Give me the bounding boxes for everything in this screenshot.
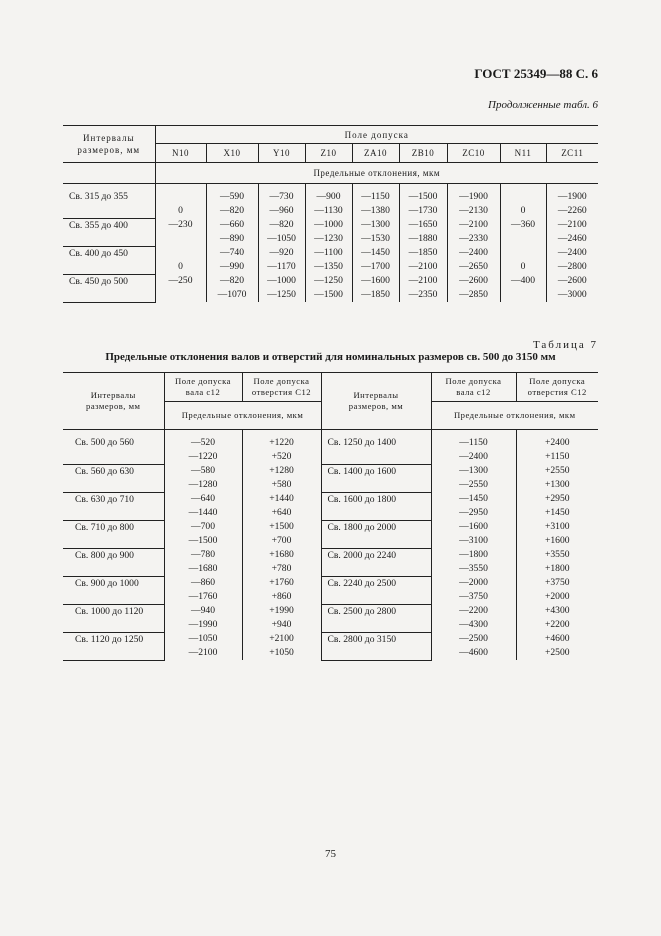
shaft-value: —1280 xyxy=(164,478,242,492)
hole-value: +520 xyxy=(242,450,321,464)
value-cell: —1500 xyxy=(305,288,352,302)
value-cell: —1500 xyxy=(399,190,447,204)
value-cell: —2650 xyxy=(447,260,500,274)
table-7-label: Таблица 7 xyxy=(532,339,598,351)
shaft-value-right: —4600 xyxy=(431,646,516,660)
hole-value: +1990 xyxy=(242,604,321,618)
hole-value: +1280 xyxy=(242,464,321,478)
value-cell: —230 xyxy=(155,218,206,232)
hole-value-right: +3750 xyxy=(544,577,570,588)
value-cell: —1150 xyxy=(352,190,399,204)
t7-shaft-header: Поле допуска вала с12 xyxy=(164,373,242,402)
value-cell: —2100 xyxy=(447,218,500,232)
shaft-value-right: —3750 xyxy=(431,590,516,604)
value-cell: —2350 xyxy=(399,288,447,302)
value-cell: —1900 xyxy=(557,191,587,202)
value-cell: —2100 xyxy=(399,274,447,288)
shaft-value: —1440 xyxy=(164,506,242,520)
value-cell: 0 xyxy=(155,204,206,218)
hole-value-right: +4600 xyxy=(544,633,570,644)
interval-label-right: Св. 2800 до 3150 xyxy=(321,632,431,660)
hole-value: +640 xyxy=(242,506,321,520)
table-row xyxy=(63,520,598,534)
shaft-value: —640 xyxy=(164,492,242,506)
shaft-value-right: —1600 xyxy=(431,520,516,534)
value-cell: —1380 xyxy=(352,204,399,218)
value-cell xyxy=(155,246,206,260)
interval-label-right: Св. 2500 до 2800 xyxy=(321,604,431,632)
shaft-value: —780 xyxy=(164,548,242,562)
table-row xyxy=(63,632,598,646)
table-row xyxy=(63,576,598,590)
value-cell xyxy=(155,288,206,302)
limit-deviations-header: Предельные отклонения, мкм xyxy=(313,168,441,178)
column-header: ZB10 xyxy=(399,144,447,163)
hole-value-right: +1300 xyxy=(544,479,570,490)
table-row xyxy=(63,548,598,562)
value-cell: —730 xyxy=(258,190,305,204)
shaft-value: —580 xyxy=(164,464,242,478)
value-cell: —1850 xyxy=(352,288,399,302)
interval-label: Св. 315 до 355 xyxy=(63,190,155,218)
shaft-value: —1760 xyxy=(164,590,242,604)
value-cell: —820 xyxy=(206,204,258,218)
value-cell: —2260 xyxy=(557,205,587,216)
value-cell: —1450 xyxy=(352,246,399,260)
continuation-label: Продолженные табл. 6 xyxy=(488,99,598,111)
tolerance-field-header: Поле допуска xyxy=(155,126,598,144)
t7-intervals-header-right: Интервалы размеров, мм xyxy=(321,373,431,430)
shaft-value-right: —2950 xyxy=(431,506,516,520)
interval-label: Св. 1120 до 1250 xyxy=(63,632,164,660)
intervals-header: Интервалы размеров, мм xyxy=(63,126,155,163)
value-cell: —1600 xyxy=(352,274,399,288)
column-header: ZC11 xyxy=(546,144,598,163)
value-cell: —2800 xyxy=(557,261,587,272)
shaft-value: —520 xyxy=(164,436,242,450)
value-cell: —2600 xyxy=(447,274,500,288)
value-cell: —890 xyxy=(206,232,258,246)
value-cell: —2130 xyxy=(447,204,500,218)
shaft-value: —860 xyxy=(164,576,242,590)
hole-value: +1500 xyxy=(242,520,321,534)
document-header: ГОСТ 25349—88 С. 6 xyxy=(474,66,598,81)
table-row xyxy=(63,436,598,450)
hole-value-right: +1450 xyxy=(544,507,570,518)
value-cell: —900 xyxy=(305,190,352,204)
value-cell: —1130 xyxy=(305,204,352,218)
value-cell: —820 xyxy=(206,274,258,288)
value-cell xyxy=(500,190,546,204)
shaft-value: —1050 xyxy=(164,632,242,646)
table-row xyxy=(63,274,598,288)
hole-value-right: +2400 xyxy=(544,437,570,448)
value-cell: —1100 xyxy=(305,246,352,260)
interval-label-right: Св. 1600 до 1800 xyxy=(321,492,431,520)
table-6 xyxy=(63,125,598,303)
shaft-value: —1990 xyxy=(164,618,242,632)
hole-value: +1050 xyxy=(242,646,321,660)
hole-value-right: +2500 xyxy=(544,647,570,658)
value-cell xyxy=(500,288,546,302)
value-cell: —2850 xyxy=(447,288,500,302)
intervals-header-blank xyxy=(63,163,155,184)
hole-value: +1680 xyxy=(242,548,321,562)
column-header: N11 xyxy=(500,144,546,163)
interval-label: Св. 500 до 560 xyxy=(63,436,164,464)
value-cell: —2100 xyxy=(399,260,447,274)
column-header: N10 xyxy=(155,144,206,163)
hole-value-right: +2950 xyxy=(544,493,570,504)
value-cell: —1250 xyxy=(258,288,305,302)
value-cell: 0 xyxy=(155,260,206,274)
table-row xyxy=(63,246,598,260)
interval-label: Св. 1000 до 1120 xyxy=(63,604,164,632)
value-cell: —400 xyxy=(500,274,546,288)
interval-label-right: Св. 2000 до 2240 xyxy=(321,548,431,576)
column-header: X10 xyxy=(206,144,258,163)
value-cell: —1350 xyxy=(305,260,352,274)
value-cell: —1300 xyxy=(352,218,399,232)
shaft-value-right: —2000 xyxy=(431,576,516,590)
shaft-value-right: —2400 xyxy=(431,450,516,464)
value-cell: —1730 xyxy=(399,204,447,218)
shaft-value-right: —4300 xyxy=(431,618,516,632)
column-header: Y10 xyxy=(258,144,305,163)
t7-hole-header-right: Поле допуска отверстия С12 xyxy=(516,373,598,402)
value-cell: —1880 xyxy=(399,232,447,246)
value-cell: —1230 xyxy=(305,232,352,246)
hole-value: +860 xyxy=(242,590,321,604)
interval-label: Св. 900 до 1000 xyxy=(63,576,164,604)
value-cell: 0 xyxy=(500,204,546,218)
interval-label: Св. 450 до 500 xyxy=(63,274,155,302)
hole-value-right: +3550 xyxy=(544,549,570,560)
t7-limit-deviations: Предельные отклонения, мкм xyxy=(164,402,321,430)
value-cell xyxy=(155,232,206,246)
shaft-value: —2100 xyxy=(164,646,242,660)
value-cell xyxy=(500,232,546,246)
column-header: Z10 xyxy=(305,144,352,163)
table-row xyxy=(63,604,598,618)
column-header: ZA10 xyxy=(352,144,399,163)
shaft-value: —1680 xyxy=(164,562,242,576)
t7-hole-header: Поле допуска отверстия С12 xyxy=(242,373,321,402)
value-cell: —1850 xyxy=(399,246,447,260)
hole-value: +2100 xyxy=(242,632,321,646)
t7-intervals-header: Интервалы размеров, мм xyxy=(63,373,164,430)
table-7-title: Предельные отклонения валов и отверстий для номинальных размеров св. 500 до 3150 мм xyxy=(105,351,556,363)
value-cell: —740 xyxy=(206,246,258,260)
value-cell xyxy=(155,190,206,204)
table-row xyxy=(63,464,598,478)
shaft-value: —940 xyxy=(164,604,242,618)
value-cell: —660 xyxy=(206,218,258,232)
hole-value-right: +3100 xyxy=(544,521,570,532)
hole-value: +940 xyxy=(242,618,321,632)
value-cell: —2400 xyxy=(447,246,500,260)
value-cell: —1700 xyxy=(352,260,399,274)
value-cell: —3000 xyxy=(557,289,587,300)
table-7 xyxy=(63,372,598,661)
value-cell: —1000 xyxy=(258,274,305,288)
shaft-value-right: —2500 xyxy=(431,632,516,646)
value-cell: —2100 xyxy=(557,219,587,230)
t7-shaft-header-right: Поле допуска вала с12 xyxy=(431,373,516,402)
hole-value: +1440 xyxy=(242,492,321,506)
value-cell: —2400 xyxy=(557,247,587,258)
hole-value-right: +2550 xyxy=(544,465,570,476)
table-row xyxy=(63,218,598,232)
page-number: 75 xyxy=(325,848,336,860)
interval-label-right: Св. 1400 до 1600 xyxy=(321,464,431,492)
interval-label-right: Св. 2240 до 2500 xyxy=(321,576,431,604)
interval-label: Св. 560 до 630 xyxy=(63,464,164,492)
value-cell: —1070 xyxy=(206,288,258,302)
shaft-value-right: —1300 xyxy=(431,464,516,478)
value-cell: —1900 xyxy=(447,190,500,204)
hole-value-right: +2200 xyxy=(544,619,570,630)
hole-value: +780 xyxy=(242,562,321,576)
hole-value: +1760 xyxy=(242,576,321,590)
hole-value-right: +4300 xyxy=(544,605,570,616)
value-cell: —1530 xyxy=(352,232,399,246)
hole-value: +700 xyxy=(242,534,321,548)
hole-value-right: +1600 xyxy=(544,535,570,546)
shaft-value-right: —1800 xyxy=(431,548,516,562)
interval-label-right: Св. 1800 до 2000 xyxy=(321,520,431,548)
value-cell: —250 xyxy=(155,274,206,288)
hole-value-right: +1800 xyxy=(544,563,570,574)
value-cell: —1050 xyxy=(258,232,305,246)
value-cell: —1250 xyxy=(305,274,352,288)
shaft-value-right: —1150 xyxy=(431,436,516,450)
value-cell: —2600 xyxy=(557,275,587,286)
value-cell: —920 xyxy=(258,246,305,260)
hole-value-right: +1150 xyxy=(545,451,570,462)
value-cell: —2460 xyxy=(557,233,587,244)
interval-label-right: Св. 1250 до 1400 xyxy=(321,436,431,464)
interval-label: Св. 630 до 710 xyxy=(63,492,164,520)
shaft-value: —700 xyxy=(164,520,242,534)
hole-value-right: +2000 xyxy=(544,591,570,602)
shaft-value-right: —1450 xyxy=(431,492,516,506)
interval-label: Св. 400 до 450 xyxy=(63,246,155,274)
table-row xyxy=(63,492,598,506)
hole-value: +580 xyxy=(242,478,321,492)
value-cell: 0 xyxy=(500,260,546,274)
interval-label: Св. 800 до 900 xyxy=(63,548,164,576)
value-cell: —990 xyxy=(206,260,258,274)
shaft-value-right: —2550 xyxy=(431,478,516,492)
value-cell: —360 xyxy=(500,218,546,232)
interval-label: Св. 710 до 800 xyxy=(63,520,164,548)
shaft-value-right: —3550 xyxy=(431,562,516,576)
shaft-value: —1220 xyxy=(164,450,242,464)
shaft-value-right: —3100 xyxy=(431,534,516,548)
value-cell: —1000 xyxy=(305,218,352,232)
value-cell: —1170 xyxy=(258,260,305,274)
value-cell: —820 xyxy=(258,218,305,232)
hole-value: +1220 xyxy=(242,436,321,450)
table-row xyxy=(63,190,598,204)
shaft-value: —1500 xyxy=(164,534,242,548)
t7-limit-deviations-right: Предельные отклонения, мкм xyxy=(453,410,576,420)
value-cell: —1650 xyxy=(399,218,447,232)
value-cell: —590 xyxy=(206,190,258,204)
value-cell: —2330 xyxy=(447,232,500,246)
shaft-value-right: —2200 xyxy=(431,604,516,618)
value-cell: —960 xyxy=(258,204,305,218)
column-header: ZC10 xyxy=(447,144,500,163)
value-cell xyxy=(500,246,546,260)
interval-label: Св. 355 до 400 xyxy=(63,218,155,246)
